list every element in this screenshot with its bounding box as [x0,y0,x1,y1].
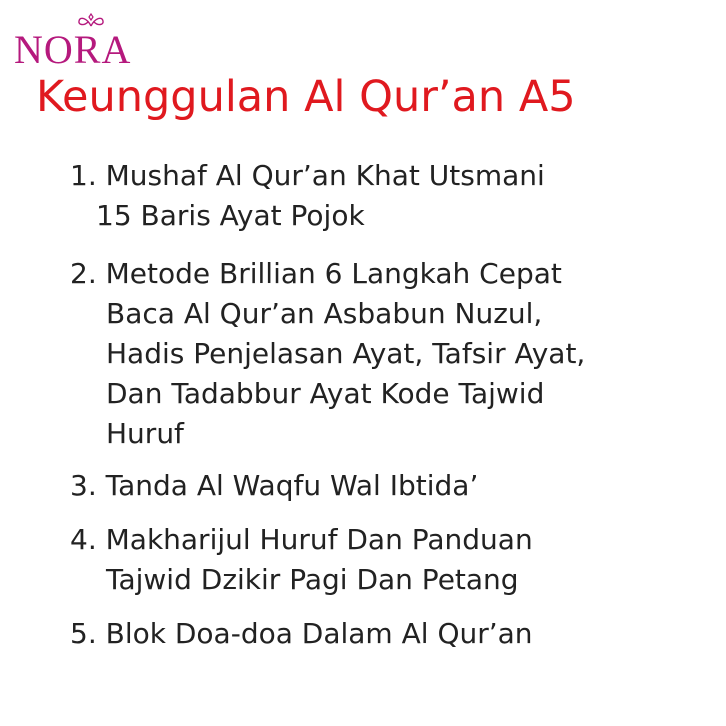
item-text: Makharijul Huruf Dan Panduan [105,523,533,556]
item-text: Tanda Al Waqfu Wal Ibtida’ [105,469,479,502]
item-text: Baca Al Qur’an Asbabun Nuzul, [106,297,543,330]
item-number: 5. [70,617,97,650]
item-number: 4. [70,523,97,556]
brand-name: NORA [14,27,132,72]
item-text: 15 Baris Ayat Pojok [96,199,365,232]
list-item [70,254,585,454]
list-item [70,156,545,236]
page-title: Keunggulan Al Qur’an A5 [36,72,576,122]
item-text: Huruf [106,417,184,450]
item-number: 3. [70,469,97,502]
item-text: Metode Brillian 6 Langkah Cepat [105,257,562,290]
item-text: Mushaf Al Qur’an Khat Utsmani [105,159,545,192]
item-text: Blok Doa-doa Dalam Al Qur’an [105,617,533,650]
list-item [70,614,533,654]
list-item [70,466,478,506]
item-text: Dan Tadabbur Ayat Kode Tajwid [106,377,545,410]
item-number: 1. [70,159,97,192]
item-text: Hadis Penjelasan Ayat, Tafsir Ayat, [106,337,586,370]
list-item [70,520,533,600]
item-text: Tajwid Dzikir Pagi Dan Petang [106,563,519,596]
item-number: 2. [70,257,97,290]
